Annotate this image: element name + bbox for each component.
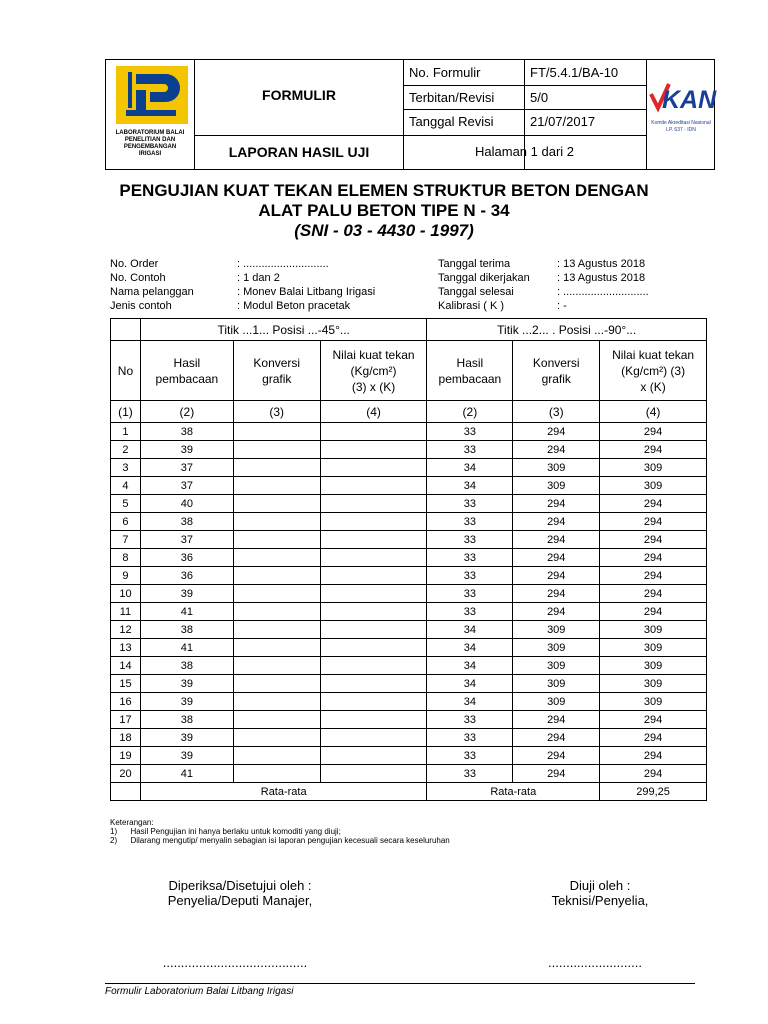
table-cell: 309 xyxy=(513,621,600,639)
table-cell: 309 xyxy=(513,693,600,711)
table-cell: 34 xyxy=(427,459,513,477)
table-cell: 20 xyxy=(111,765,141,783)
signature-title: Teknisi/Penyelia, xyxy=(551,893,649,908)
table-cell xyxy=(233,765,320,783)
table-cell: 34 xyxy=(427,477,513,495)
kan-line2: LP. 637 - IDN xyxy=(666,127,696,133)
rata-rata-label: Rata-rata xyxy=(427,783,600,801)
index-cell: (3) xyxy=(233,401,320,423)
table-cell: 7 xyxy=(111,531,141,549)
table-cell xyxy=(320,675,427,693)
table-cell xyxy=(320,531,427,549)
table-cell xyxy=(233,657,320,675)
col-konversi-header: Konversi grafik xyxy=(513,341,600,401)
table-cell: 33 xyxy=(427,441,513,459)
table-cell: 309 xyxy=(513,459,600,477)
header-block xyxy=(105,59,715,170)
table-cell: 41 xyxy=(140,765,233,783)
table-row xyxy=(111,711,707,729)
rata-rata-value: 299,25 xyxy=(600,783,707,801)
table-cell xyxy=(320,765,427,783)
table-cell: 36 xyxy=(140,567,233,585)
institution-logo xyxy=(106,60,194,171)
table-cell: 2 xyxy=(111,441,141,459)
table-cell xyxy=(320,423,427,441)
table-cell xyxy=(233,747,320,765)
table-row xyxy=(111,747,707,765)
table-cell xyxy=(233,675,320,693)
table-cell: 294 xyxy=(513,765,600,783)
blank-cell xyxy=(111,783,141,801)
table-cell: 41 xyxy=(140,639,233,657)
data-rows xyxy=(111,423,707,783)
table-cell xyxy=(320,621,427,639)
table-cell: 39 xyxy=(140,747,233,765)
table-cell: 33 xyxy=(427,747,513,765)
table-cell: 294 xyxy=(513,513,600,531)
table-cell: 294 xyxy=(513,711,600,729)
table-cell: 37 xyxy=(140,459,233,477)
table-cell xyxy=(320,549,427,567)
table-row xyxy=(111,459,707,477)
table-cell: 33 xyxy=(427,495,513,513)
info-label: Kalibrasi ( K ) xyxy=(438,300,505,312)
table-cell: 38 xyxy=(140,657,233,675)
table-cell xyxy=(233,531,320,549)
table-cell xyxy=(320,603,427,621)
table-cell: 12 xyxy=(111,621,141,639)
info-label: Nama pelanggan xyxy=(110,286,194,298)
info-value: : Monev Balai Litbang Irigasi xyxy=(237,286,376,298)
table-cell: 294 xyxy=(513,549,600,567)
table-cell: 6 xyxy=(111,513,141,531)
signature-role: Diuji oleh : xyxy=(569,878,631,893)
col-hasil-header: Hasil pembacaan xyxy=(140,341,233,401)
table-cell: 39 xyxy=(140,693,233,711)
info-label: Jenis contoh xyxy=(110,300,172,312)
signature-role: Diperiksa/Disetujui oleh : xyxy=(168,878,312,893)
note-item: 1) Hasil Pengujian ini hanya berlaku untuk komoditi yang diuji; xyxy=(110,827,341,836)
table-cell: 34 xyxy=(427,639,513,657)
table-row xyxy=(111,477,707,495)
table-cell: 309 xyxy=(513,639,600,657)
table-cell: 294 xyxy=(600,747,707,765)
table-cell xyxy=(233,459,320,477)
info-label: No. Order xyxy=(110,258,159,270)
info-value: : 13 Agustus 2018 xyxy=(557,272,646,284)
table-row xyxy=(111,621,707,639)
table-cell: 33 xyxy=(427,729,513,747)
table-cell: 18 xyxy=(111,729,141,747)
index-cell: (2) xyxy=(140,401,233,423)
table-cell: 309 xyxy=(513,657,600,675)
note-item: 2) Dilarang mengutip/ menyalin sebagian isi laporan pengujian kecesuali secara keseluruhan xyxy=(110,836,450,845)
table-cell xyxy=(320,657,427,675)
table-cell xyxy=(320,513,427,531)
table-cell: 5 xyxy=(111,495,141,513)
col-nilai-header: Nilai kuat tekan (Kg/cm²) (3) x (K) xyxy=(320,341,427,401)
table-cell xyxy=(320,693,427,711)
table-cell: 17 xyxy=(111,711,141,729)
table-cell xyxy=(233,567,320,585)
table-cell: 9 xyxy=(111,567,141,585)
table-row xyxy=(111,765,707,783)
table-cell xyxy=(233,693,320,711)
table-cell xyxy=(233,477,320,495)
table-cell: 41 xyxy=(140,603,233,621)
table-cell: 294 xyxy=(600,423,707,441)
table-cell: 14 xyxy=(111,657,141,675)
table-row xyxy=(111,567,707,585)
table-row xyxy=(111,531,707,549)
table-cell: 34 xyxy=(427,675,513,693)
table-cell: 40 xyxy=(140,495,233,513)
table-cell: 37 xyxy=(140,477,233,495)
info-label: Tanggal dikerjakan xyxy=(438,272,530,284)
table-cell: 294 xyxy=(513,441,600,459)
info-value: : 1 dan 2 xyxy=(237,272,280,284)
table-cell: 36 xyxy=(140,549,233,567)
kan-name: KAN xyxy=(662,86,717,114)
table-cell: 38 xyxy=(140,711,233,729)
table-cell: 309 xyxy=(600,459,707,477)
notes xyxy=(110,818,450,845)
table-cell: 294 xyxy=(513,567,600,585)
col-no-header: No xyxy=(111,341,141,401)
document-title-line1: PENGUJIAN KUAT TEKAN ELEMEN STRUKTUR BETON DENGAN xyxy=(119,181,649,200)
signature-left xyxy=(130,878,350,908)
group-header-right: Titik ...2... . Posisi ...-90°... xyxy=(427,319,707,341)
table-row xyxy=(111,513,707,531)
col-nilai-header: Nilai kuat tekan (Kg/cm²) (3) x (K) xyxy=(600,341,707,401)
table-cell: 294 xyxy=(513,423,600,441)
index-cell: (2) xyxy=(427,401,513,423)
table-row xyxy=(111,603,707,621)
table-cell: 34 xyxy=(427,621,513,639)
info-value: : Modul Beton pracetak xyxy=(237,300,351,312)
table-cell xyxy=(233,621,320,639)
table-cell xyxy=(320,747,427,765)
field-value: 5/0 xyxy=(530,90,549,105)
table-cell xyxy=(320,477,427,495)
document-title-line2: ALAT PALU BETON TIPE N - 34 xyxy=(258,201,510,220)
table-cell: 309 xyxy=(513,477,600,495)
table-cell: 39 xyxy=(140,585,233,603)
signature-line: .......................... xyxy=(548,955,642,970)
table-row xyxy=(111,639,707,657)
table-cell: 11 xyxy=(111,603,141,621)
table-cell: 294 xyxy=(600,765,707,783)
table-cell: 33 xyxy=(427,513,513,531)
info-label: Tanggal selesai xyxy=(438,286,514,298)
table-cell: 294 xyxy=(600,729,707,747)
table-cell: 16 xyxy=(111,693,141,711)
table-cell: 294 xyxy=(513,531,600,549)
formulir-label: FORMULIR xyxy=(262,87,336,103)
table-cell xyxy=(233,603,320,621)
table-row xyxy=(111,729,707,747)
table-row xyxy=(111,495,707,513)
table-row xyxy=(111,441,707,459)
table-cell: 38 xyxy=(140,513,233,531)
table-cell: 15 xyxy=(111,675,141,693)
table-cell xyxy=(233,423,320,441)
table-cell xyxy=(233,549,320,567)
table-cell xyxy=(233,639,320,657)
table-cell: 309 xyxy=(600,477,707,495)
table-cell xyxy=(320,639,427,657)
table-cell xyxy=(233,441,320,459)
table-cell: 294 xyxy=(513,603,600,621)
pu-logo-icon xyxy=(106,60,194,130)
table-row xyxy=(111,657,707,675)
table-row xyxy=(111,585,707,603)
table-row xyxy=(111,675,707,693)
info-value: : ............................ xyxy=(557,286,649,298)
col-konversi-header: Konversi grafik xyxy=(233,341,320,401)
table-cell: 294 xyxy=(600,441,707,459)
info-value: : - xyxy=(557,300,567,312)
table-cell xyxy=(233,711,320,729)
table-cell: 294 xyxy=(600,567,707,585)
table-cell xyxy=(320,459,427,477)
results-table xyxy=(110,318,707,801)
table-cell xyxy=(320,441,427,459)
table-cell: 39 xyxy=(140,729,233,747)
table-cell: 19 xyxy=(111,747,141,765)
rata-rata-label: Rata-rata xyxy=(140,783,426,801)
signature-right xyxy=(500,878,700,908)
table-cell: 33 xyxy=(427,765,513,783)
index-cell: (1) xyxy=(111,401,141,423)
table-cell: 38 xyxy=(140,621,233,639)
field-value: FT/5.4.1/BA-10 xyxy=(530,65,619,80)
laporan-label: LAPORAN HASIL UJI xyxy=(228,144,370,160)
field-label: Terbitan/Revisi xyxy=(409,90,495,105)
field-label: Tanggal Revisi xyxy=(409,114,494,129)
table-cell: 1 xyxy=(111,423,141,441)
index-cell: (4) xyxy=(320,401,427,423)
notes-heading: Keterangan: xyxy=(110,818,154,827)
table-cell: 33 xyxy=(427,711,513,729)
table-cell: 294 xyxy=(600,549,707,567)
table-cell: 309 xyxy=(513,675,600,693)
table-cell: 33 xyxy=(427,423,513,441)
field-label: No. Formulir xyxy=(409,65,481,80)
table-cell: 294 xyxy=(600,513,707,531)
logo-caption: LABORATORIUM BALAI PENELITIAN DAN PENGEMBANGAN IRIGASI xyxy=(115,130,185,157)
blank-header-cell xyxy=(111,319,141,341)
table-cell: 294 xyxy=(513,729,600,747)
table-cell: 33 xyxy=(427,603,513,621)
table-cell: 33 xyxy=(427,585,513,603)
table-cell: 294 xyxy=(600,603,707,621)
table-cell: 3 xyxy=(111,459,141,477)
table-cell: 4 xyxy=(111,477,141,495)
col-hasil-header: Hasil pembacaan xyxy=(427,341,513,401)
table-cell xyxy=(320,495,427,513)
table-cell xyxy=(233,585,320,603)
table-cell: 33 xyxy=(427,549,513,567)
table-cell: 294 xyxy=(600,531,707,549)
table-cell: 39 xyxy=(140,675,233,693)
table-cell: 10 xyxy=(111,585,141,603)
table-cell: 294 xyxy=(600,585,707,603)
table-cell: 294 xyxy=(513,585,600,603)
table-cell: 34 xyxy=(427,693,513,711)
table-cell xyxy=(233,513,320,531)
table-row xyxy=(111,693,707,711)
table-cell: 309 xyxy=(600,657,707,675)
kan-logo xyxy=(647,78,715,148)
table-cell: 39 xyxy=(140,441,233,459)
table-cell xyxy=(320,585,427,603)
info-label: Tanggal terima xyxy=(438,258,511,270)
info-label: No. Contoh xyxy=(110,272,166,284)
table-cell: 38 xyxy=(140,423,233,441)
table-cell xyxy=(320,711,427,729)
page-counter: Halaman 1 dari 2 xyxy=(475,144,574,159)
signature-line: ........................................ xyxy=(162,955,308,970)
document-title-line3: (SNI - 03 - 4430 - 1997) xyxy=(294,221,474,240)
footer: Formulir Laboratorium Balai Litbang Irigasi xyxy=(105,983,695,997)
signature-title: Penyelia/Deputi Manajer, xyxy=(167,893,313,908)
kan-line1: Komite Akreditasi Nasional xyxy=(651,120,711,126)
table-cell: 33 xyxy=(427,567,513,585)
table-row xyxy=(111,423,707,441)
table-cell xyxy=(233,729,320,747)
table-cell: 13 xyxy=(111,639,141,657)
field-value: 21/07/2017 xyxy=(530,114,596,129)
table-cell xyxy=(320,729,427,747)
table-row xyxy=(111,549,707,567)
table-cell: 309 xyxy=(600,621,707,639)
table-cell: 33 xyxy=(427,531,513,549)
info-value: : ............................ xyxy=(237,258,329,270)
table-cell xyxy=(320,567,427,585)
table-cell: 34 xyxy=(427,657,513,675)
table-cell: 309 xyxy=(600,693,707,711)
table-cell: 294 xyxy=(513,495,600,513)
table-cell: 294 xyxy=(600,711,707,729)
group-header-left: Titik ...1... Posisi ...-45°... xyxy=(140,319,426,341)
table-cell: 294 xyxy=(600,495,707,513)
table-cell xyxy=(233,495,320,513)
info-value: : 13 Agustus 2018 xyxy=(557,258,646,270)
index-cell: (4) xyxy=(600,401,707,423)
table-cell: 8 xyxy=(111,549,141,567)
table-cell: 294 xyxy=(513,747,600,765)
table-cell: 309 xyxy=(600,675,707,693)
index-cell: (3) xyxy=(513,401,600,423)
table-cell: 37 xyxy=(140,531,233,549)
table-cell: 309 xyxy=(600,639,707,657)
